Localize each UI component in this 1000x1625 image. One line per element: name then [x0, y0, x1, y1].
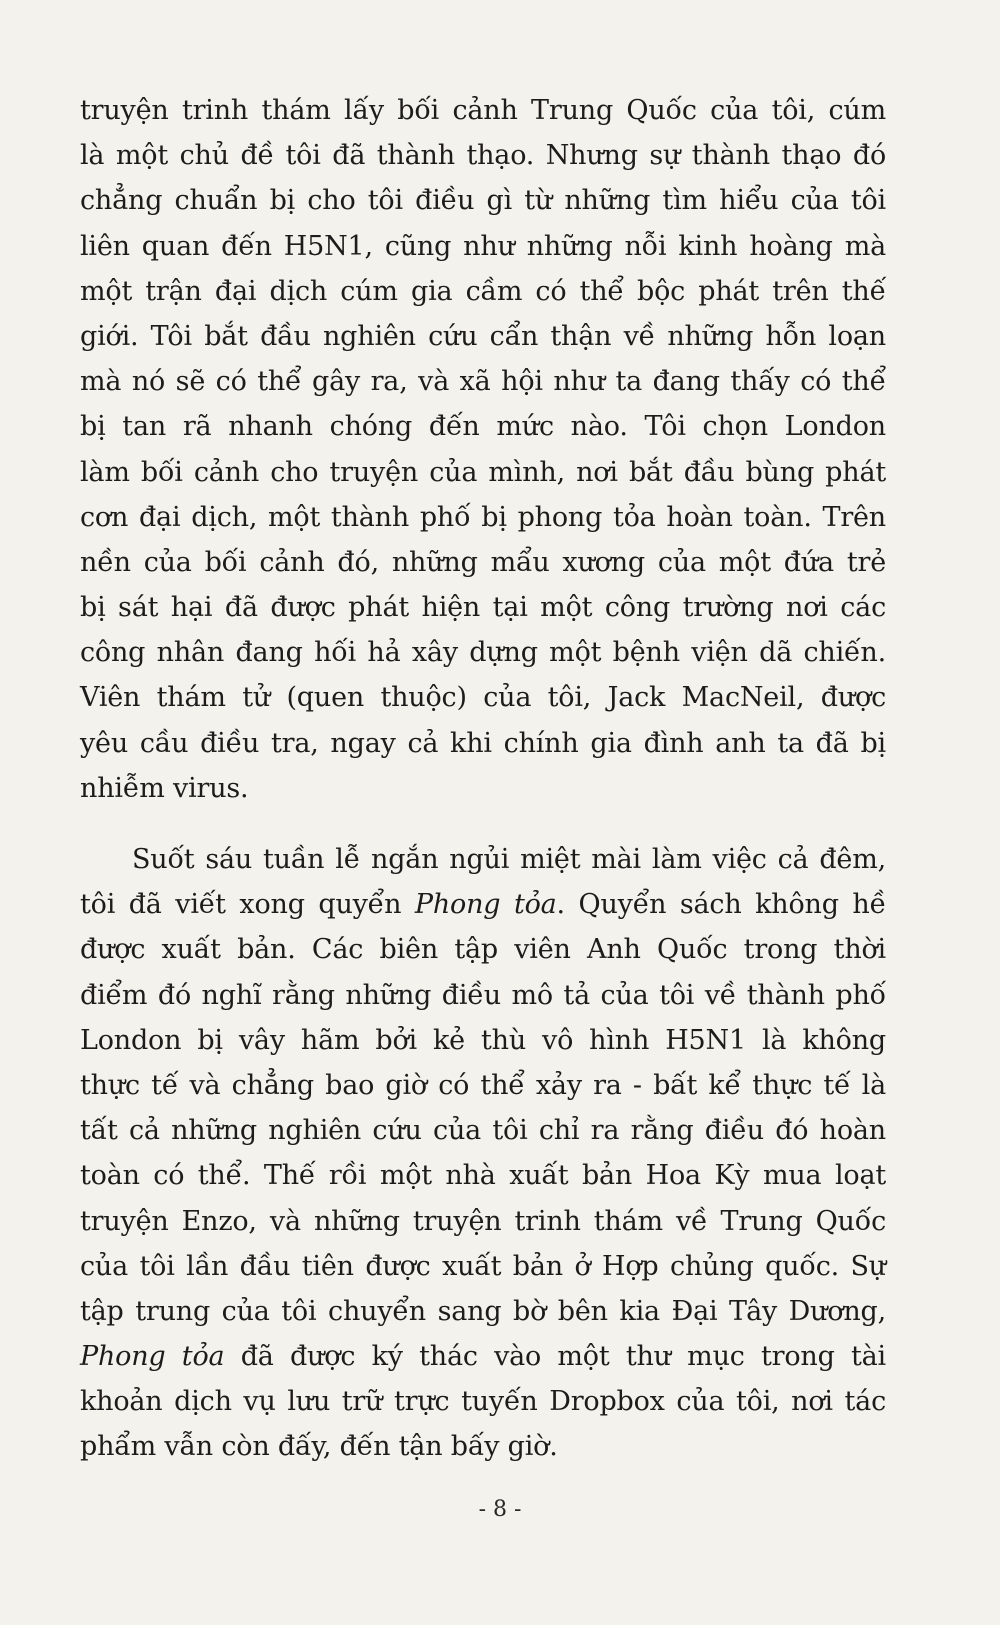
- text-line: [80, 1334, 886, 1379]
- text-line: truyện Enzo, và những truyện trinh thám về Trung Quốc: [80, 1205, 886, 1237]
- text-line: toàn có thể. Thế rồi một nhà xuất bản Hoa Kỳ mua loạt: [80, 1160, 886, 1192]
- page-number: - 8 -: [478, 1497, 522, 1522]
- text-line: của tôi lần đầu tiên được xuất bản ở Hợp chủng quốc. Sự: [80, 1250, 886, 1282]
- text-line: là một chủ đề tôi đã thành thạo. Nhưng sự thành thạo đó: [80, 140, 886, 172]
- text-line: cơn đại dịch, một thành phố bị phong tỏa hoàn toàn. Trên: [80, 501, 886, 533]
- text-span: đã được ký thác vào một thư mục trong tài: [224, 1341, 886, 1373]
- text-line: bị sát hại đã được phát hiện tại một công trường nơi các: [80, 592, 886, 624]
- text-line: giới. Tôi bắt đầu nghiên cứu cẩn thận về những hỗn loạn: [80, 320, 886, 352]
- text-line: nhiễm virus.: [80, 772, 249, 804]
- text-line: một trận đại dịch cúm gia cầm có thể bộc phát trên thế: [80, 275, 886, 307]
- text-line: Viên thám tử (quen thuộc) của tôi, Jack MacNeil, được: [80, 682, 886, 714]
- text-line: truyện trinh thám lấy bối cảnh Trung Quốc của tôi, cúm: [80, 95, 886, 126]
- book-title-italic: Phong tỏa: [80, 1341, 225, 1373]
- text-line: tập trung của tôi chuyển sang bờ bên kia Đại Tây Dương,: [80, 1295, 886, 1327]
- text-line: phẩm vẫn còn đấy, đến tận bấy giờ.: [80, 1431, 558, 1463]
- text-line: yêu cầu điều tra, ngay cả khi chính gia đình anh ta đã bị: [80, 727, 886, 759]
- text-line: điểm đó nghĩ rằng những điều mô tả của tôi về thành phố: [80, 979, 886, 1011]
- text-line: [80, 882, 886, 927]
- text-line: liên quan đến H5N1, cũng như những nỗi kinh hoàng mà: [80, 230, 886, 262]
- text-line: công nhân đang hối hả xây dựng một bệnh viện dã chiến.: [80, 637, 886, 669]
- paragraph-1: [80, 88, 886, 811]
- text-span: . Quyển sách không hề: [556, 889, 886, 921]
- text-line: tất cả những nghiên cứu của tôi chỉ ra rằng điều đó hoàn: [80, 1115, 886, 1147]
- paragraph-gap: [80, 811, 886, 837]
- text-span: tôi đã viết xong quyển: [80, 889, 415, 921]
- text-line: làm bối cảnh cho truyện của mình, nơi bắt đầu bùng phát: [80, 456, 886, 488]
- text-line: được xuất bản. Các biên tập viên Anh Quốc trong thời: [80, 934, 886, 966]
- text-line: thực tế và chẳng bao giờ có thể xảy ra - bất kể thực tế là: [80, 1069, 886, 1101]
- body-text: [80, 88, 886, 1470]
- text-line: nền của bối cảnh đó, những mẩu xương của một đứa trẻ: [80, 546, 886, 578]
- text-line: mà nó sẽ có thể gây ra, và xã hội như ta đang thấy có thể: [80, 366, 886, 398]
- text-line: Suốt sáu tuần lễ ngắn ngủi miệt mài làm việc cả đêm,: [132, 844, 886, 875]
- text-line: bị tan rã nhanh chóng đến mức nào. Tôi chọn London: [80, 411, 886, 443]
- text-line: khoản dịch vụ lưu trữ trực tuyến Dropbox của tôi, nơi tác: [80, 1386, 886, 1418]
- text-line: London bị vây hãm bởi kẻ thù vô hình H5N1 là không: [80, 1024, 886, 1056]
- book-title-italic: Phong tỏa: [414, 889, 557, 921]
- paragraph-2: [80, 837, 886, 1470]
- text-line: chẳng chuẩn bị cho tôi điều gì từ những tìm hiểu của tôi: [80, 185, 886, 217]
